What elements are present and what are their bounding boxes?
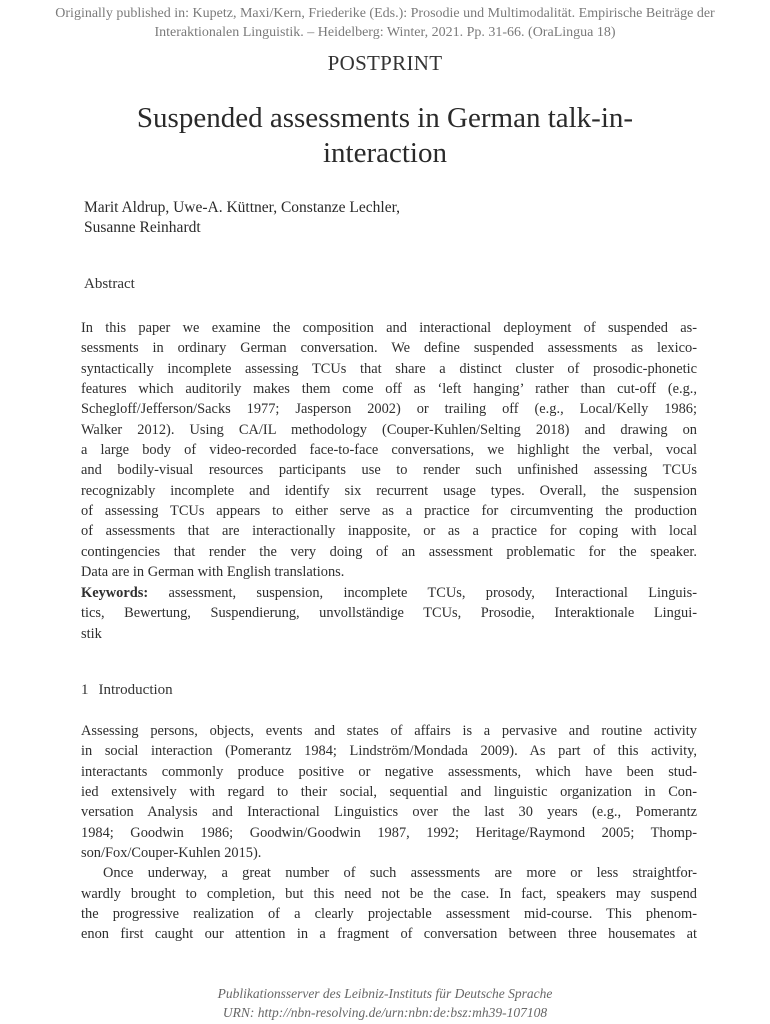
keywords-text-1: assessment, suspension, incomplete TCUs, prosody, Interactional Linguis- (168, 585, 697, 601)
publication-note-line-2: Interaktionalen Linguistik. – Heidelberg: Winter, 2021. Pp. 31-66. (OraLingua 18) (154, 25, 616, 40)
section-title: Introduction (98, 682, 173, 698)
keywords-line-2: tics, Bewertung, Suspendierung, unvollständige TCUs, Prosodie, Interaktionale Lingui- (81, 605, 697, 622)
publication-note (0, 4, 770, 42)
abstract-line: Schegloff/Jefferson/Sacks 1977; Jasperson 2002) or trailing off (e.g., Local/Kelly 1986; (81, 401, 697, 418)
abstract-line: syntactically incomplete assessing TCUs that share a distinct cluster of prosodic-phonetic (81, 360, 697, 377)
keywords-block (81, 583, 697, 644)
paragraph-line: the progressive realization of a clearly projectable assessment mid-course. This phenom- (81, 906, 697, 923)
paragraph-line: son/Fox/Couper-Kuhlen 2015). (81, 845, 262, 862)
author-list-line-2: Susanne Reinhardt (84, 219, 201, 236)
abstract-line: Data are in German with English translations. (81, 564, 345, 581)
abstract-text (81, 318, 697, 582)
abstract-line: recognizably incomplete and identify six recurrent usage types. Overall, the suspension (81, 482, 697, 499)
paragraph-line: ied extensively with regard to their social, sequential and linguistic organization in Con- (81, 784, 697, 801)
paragraph-line: Assessing persons, objects, events and states of affairs is a pervasive and routine activity (81, 723, 697, 739)
footer-line-1: Publikationsserver des Leibniz-Instituts für Deutsche Sprache (217, 986, 553, 1001)
paragraph-line: wardly brought to completion, but this need not be the case. In fact, speakers may suspend (81, 885, 697, 902)
paragraph-line: interactants commonly produce positive or negative assessments, which have been stud- (81, 763, 697, 780)
abstract-line: a large body of video-recorded face-to-face conversations, we highlight the verbal, vocal (81, 442, 697, 459)
footer-urn-link[interactable]: URN: http://nbn-resolving.de/urn:nbn:de:bsz:mh39-107108 (222, 1005, 548, 1020)
author-list (84, 198, 400, 238)
publication-note-line-1: Originally published in: Kupetz, Maxi/Kern, Friederike (Eds.): Prosodie und Multimodalität. Empirische Beiträge der (55, 6, 715, 21)
paper-title (90, 101, 680, 171)
abstract-line: and bodily-visual resources participants use to render such unfinished assessing TCUs (81, 462, 697, 479)
paragraph-line: enon first caught our attention in a fragment of conversation between three housemates at (81, 926, 697, 943)
paragraph-line: 1984; Goodwin 1986; Goodwin/Goodwin 1987, 1992; Heritage/Raymond 2005; Thomp- (81, 824, 697, 841)
paper-title-line-2: interaction (322, 137, 447, 169)
keywords-label: Keywords: (81, 585, 149, 601)
section-number: 1 (81, 682, 89, 698)
keywords-line-1 (81, 583, 697, 603)
keywords-line-3: stik (81, 625, 102, 642)
paragraph-2 (81, 863, 697, 944)
abstract-line: contingencies that render the very doing of an assessment problematic for the speaker. (81, 543, 697, 560)
abstract-line: In this paper we examine the composition and interactional deployment of suspended as- (81, 320, 697, 336)
paragraph-line: in social interaction (Pomerantz 1984; Lindström/Mondada 2009). As part of this activity, (81, 743, 697, 760)
abstract-heading: Abstract (84, 276, 135, 292)
page-footer (0, 984, 770, 1022)
abstract-line: of assessing TCUs appears to either serve as a practice for circumventing the production (81, 503, 697, 520)
abstract-line: Walker 2012). Using CA/IL methodology (Couper-Kuhlen/Selting 2018) and drawing on (81, 421, 697, 438)
paper-title-line-1: Suspended assessments in German talk-in- (136, 102, 634, 134)
paragraph-line: Once underway, a great number of such assessments are more or less straightfor- (103, 865, 697, 882)
abstract-line: sessments in ordinary German conversation. We define suspended assessments as lexico- (81, 340, 697, 357)
abstract-line: features which auditorily makes them come off as ‘left hanging’ rather than cut-off (e.g., (81, 381, 697, 398)
author-list-line-1: Marit Aldrup, Uwe-A. Küttner, Constanze Lechler, (84, 199, 400, 216)
postprint-label: POSTPRINT (327, 51, 443, 75)
paragraph-1 (81, 721, 697, 863)
paragraph-line: versation Analysis and Interactional Linguistics over the last 30 years (e.g., Pomerantz (81, 804, 697, 821)
abstract-line: of assessments that are interactionally inapposite, or as a practice for coping with local (81, 523, 697, 540)
section-heading (81, 682, 173, 699)
introduction-body (81, 721, 697, 945)
